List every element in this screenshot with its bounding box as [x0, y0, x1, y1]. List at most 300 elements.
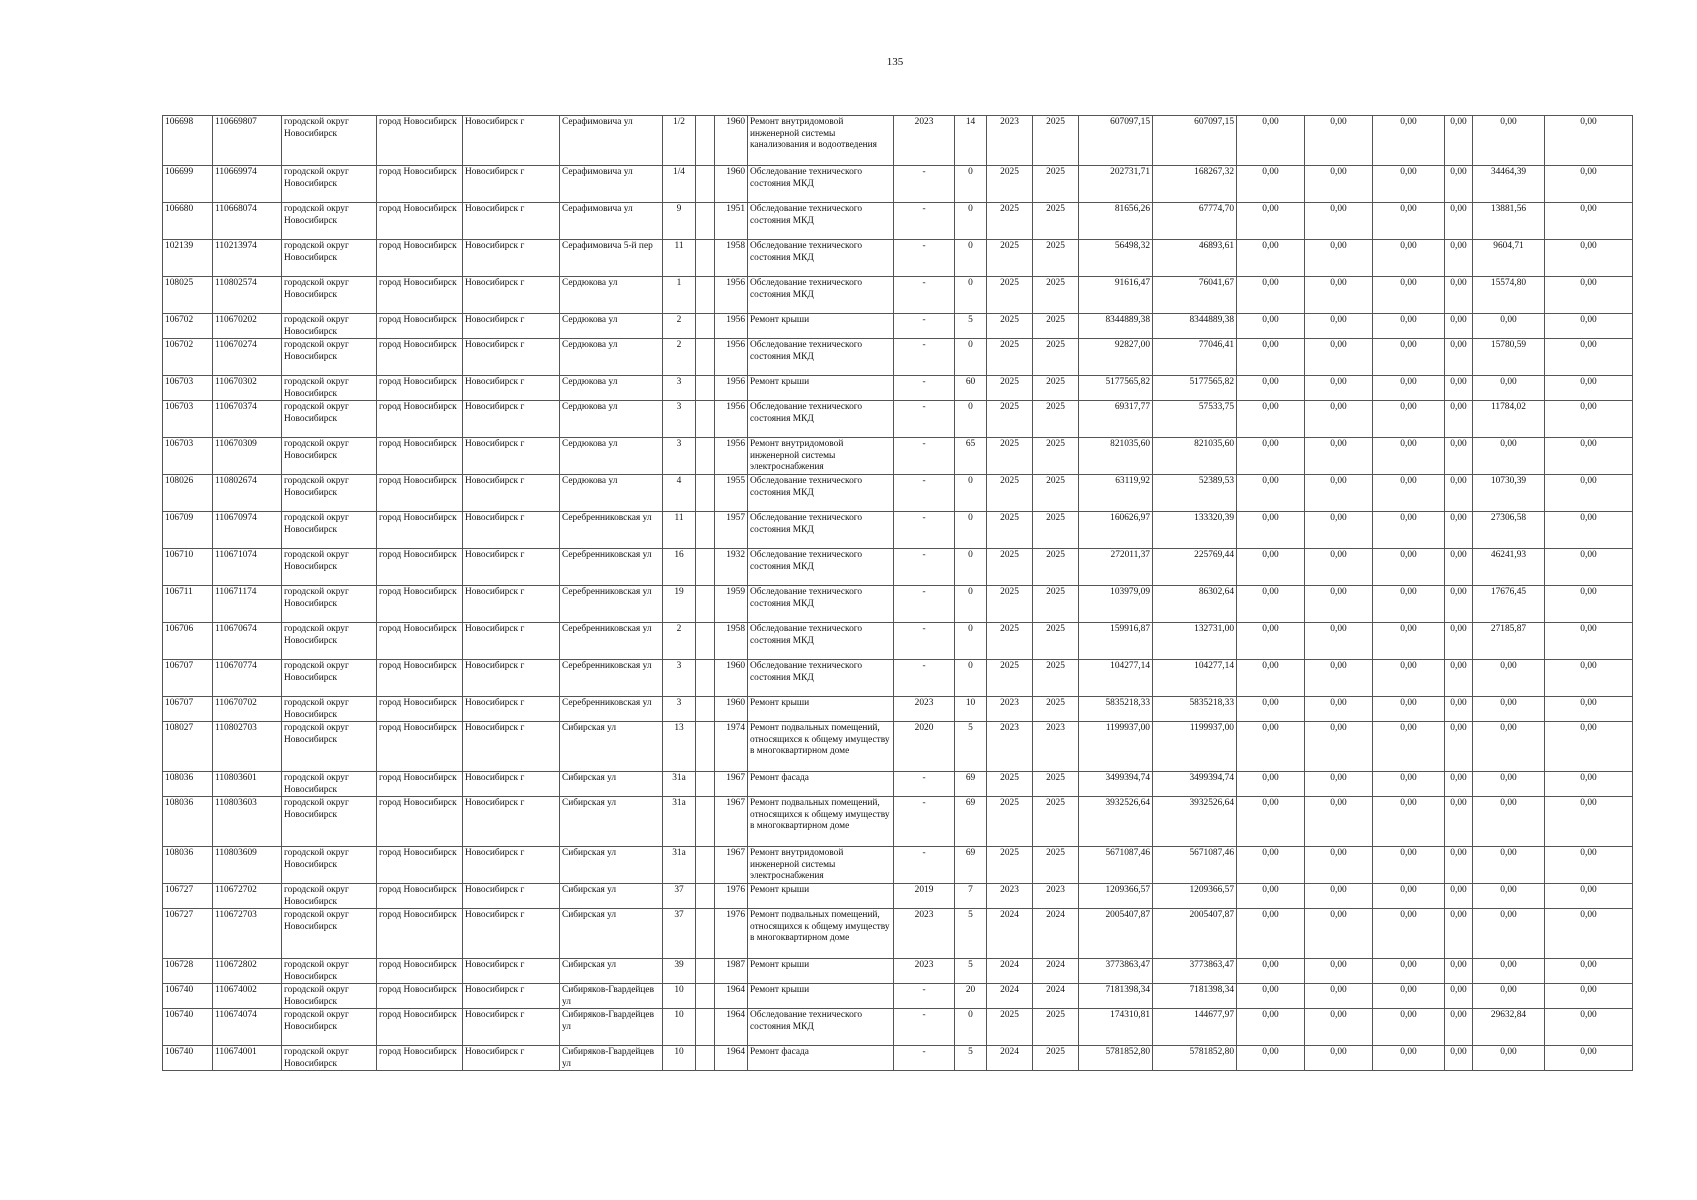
cell-cost_fund: 46893,61: [1153, 240, 1237, 277]
cell-work: Обследование технического состояния МКД: [748, 623, 894, 660]
cell-okrug: городской округ Новосибирск: [282, 376, 377, 401]
cell-cost_total: 63119,92: [1079, 475, 1153, 512]
cell-plan_start: 2025: [987, 772, 1033, 797]
cell-last_year: -: [894, 1009, 955, 1046]
cell-c5: 46241,93: [1473, 549, 1545, 586]
cell-plan_start: 2025: [987, 166, 1033, 203]
cell-settlement: Новосибирск г: [463, 166, 560, 203]
cell-cost_total: 3499394,74: [1079, 772, 1153, 797]
cell-cost_fund: 5177565,82: [1153, 376, 1237, 401]
cell-street: Сибиряков-Гвардейцев ул: [560, 1009, 663, 1046]
cell-c1: 0,00: [1237, 623, 1305, 660]
cell-c5: 0,00: [1473, 697, 1545, 722]
cell-c6: 0,00: [1545, 909, 1633, 959]
cell-id: 106727: [163, 884, 213, 909]
cell-street: Сердюкова ул: [560, 277, 663, 314]
cell-c5: 0,00: [1473, 909, 1545, 959]
cell-plan_end: 2025: [1033, 438, 1079, 475]
cell-okrug: городской округ Новосибирск: [282, 660, 377, 697]
cell-c3: 0,00: [1373, 277, 1445, 314]
cell-c3: 0,00: [1373, 909, 1445, 959]
cell-wear: 69: [955, 847, 987, 884]
cell-lit: [696, 401, 715, 438]
cell-street: Сердюкова ул: [560, 475, 663, 512]
cell-plan_start: 2023: [987, 697, 1033, 722]
cell-wear: 0: [955, 166, 987, 203]
cell-code: 110803601: [213, 772, 282, 797]
cell-plan_end: 2025: [1033, 116, 1079, 166]
cell-plan_start: 2025: [987, 339, 1033, 376]
cell-house: 37: [663, 909, 696, 959]
cell-plan_start: 2024: [987, 959, 1033, 984]
cell-lit: [696, 660, 715, 697]
cell-c5: 0,00: [1473, 797, 1545, 847]
cell-c5: 15574,80: [1473, 277, 1545, 314]
cell-gorod: город Новосибирск: [377, 984, 463, 1009]
cell-lit: [696, 314, 715, 339]
table-row: [163, 660, 1633, 697]
cell-c1: 0,00: [1237, 909, 1305, 959]
cell-c1: 0,00: [1237, 549, 1305, 586]
cell-lit: [696, 512, 715, 549]
cell-last_year: 2023: [894, 959, 955, 984]
cell-year: 1957: [715, 512, 748, 549]
cell-plan_start: 2024: [987, 984, 1033, 1009]
cell-cost_fund: 86302,64: [1153, 586, 1237, 623]
cell-id: 106728: [163, 959, 213, 984]
cell-settlement: Новосибирск г: [463, 884, 560, 909]
cell-c1: 0,00: [1237, 847, 1305, 884]
cell-cost_fund: 5835218,33: [1153, 697, 1237, 722]
cell-wear: 0: [955, 475, 987, 512]
cell-house: 11: [663, 512, 696, 549]
cell-c5: 11784,02: [1473, 401, 1545, 438]
cell-code: 110670674: [213, 623, 282, 660]
cell-cost_total: 5781852,80: [1079, 1046, 1153, 1071]
table-row: [163, 277, 1633, 314]
cell-c4: 0,00: [1445, 623, 1473, 660]
cell-c4: 0,00: [1445, 884, 1473, 909]
cell-okrug: городской округ Новосибирск: [282, 512, 377, 549]
cell-plan_end: 2025: [1033, 314, 1079, 339]
cell-lit: [696, 475, 715, 512]
cell-street: Сибирская ул: [560, 884, 663, 909]
cell-lit: [696, 116, 715, 166]
cell-id: 106702: [163, 339, 213, 376]
cell-street: Серафимовича ул: [560, 116, 663, 166]
cell-settlement: Новосибирск г: [463, 240, 560, 277]
table-row: [163, 697, 1633, 722]
cell-year: 1960: [715, 166, 748, 203]
cell-c4: 0,00: [1445, 549, 1473, 586]
cell-year: 1955: [715, 475, 748, 512]
table-row: [163, 797, 1633, 847]
cell-c4: 0,00: [1445, 984, 1473, 1009]
cell-settlement: Новосибирск г: [463, 660, 560, 697]
cell-c1: 0,00: [1237, 884, 1305, 909]
cell-gorod: город Новосибирск: [377, 1046, 463, 1071]
cell-work: Обследование технического состояния МКД: [748, 660, 894, 697]
table-row: [163, 116, 1633, 166]
cell-c5: 0,00: [1473, 116, 1545, 166]
cell-c2: 0,00: [1305, 277, 1373, 314]
cell-gorod: город Новосибирск: [377, 623, 463, 660]
cell-c4: 0,00: [1445, 314, 1473, 339]
cell-id: 102139: [163, 240, 213, 277]
cell-street: Сердюкова ул: [560, 401, 663, 438]
cell-c2: 0,00: [1305, 909, 1373, 959]
cell-c5: 15780,59: [1473, 339, 1545, 376]
cell-last_year: -: [894, 339, 955, 376]
cell-wear: 5: [955, 314, 987, 339]
table-row: [163, 376, 1633, 401]
cell-year: 1956: [715, 277, 748, 314]
cell-cost_total: 7181398,34: [1079, 984, 1153, 1009]
cell-work: Ремонт фасада: [748, 772, 894, 797]
cell-cost_total: 3932526,64: [1079, 797, 1153, 847]
cell-c3: 0,00: [1373, 549, 1445, 586]
cell-lit: [696, 772, 715, 797]
cell-c2: 0,00: [1305, 797, 1373, 847]
cell-c3: 0,00: [1373, 116, 1445, 166]
cell-wear: 20: [955, 984, 987, 1009]
cell-gorod: город Новосибирск: [377, 722, 463, 772]
cell-plan_start: 2025: [987, 586, 1033, 623]
cell-code: 110670702: [213, 697, 282, 722]
cell-street: Сибирская ул: [560, 797, 663, 847]
cell-c2: 0,00: [1305, 660, 1373, 697]
cell-street: Серебренниковская ул: [560, 660, 663, 697]
cell-wear: 69: [955, 772, 987, 797]
cell-work: Ремонт крыши: [748, 884, 894, 909]
cell-plan_end: 2024: [1033, 984, 1079, 1009]
cell-c3: 0,00: [1373, 1046, 1445, 1071]
cell-c4: 0,00: [1445, 166, 1473, 203]
cell-cost_total: 56498,32: [1079, 240, 1153, 277]
cell-c3: 0,00: [1373, 984, 1445, 1009]
cell-plan_start: 2023: [987, 116, 1033, 166]
cell-c4: 0,00: [1445, 512, 1473, 549]
cell-gorod: город Новосибирск: [377, 203, 463, 240]
cell-plan_start: 2025: [987, 277, 1033, 314]
cell-gorod: город Новосибирск: [377, 1009, 463, 1046]
cell-settlement: Новосибирск г: [463, 339, 560, 376]
cell-plan_end: 2025: [1033, 339, 1079, 376]
cell-work: Обследование технического состояния МКД: [748, 401, 894, 438]
cell-house: 2: [663, 314, 696, 339]
cell-street: Сибирская ул: [560, 722, 663, 772]
cell-street: Серебренниковская ул: [560, 623, 663, 660]
table-row: [163, 166, 1633, 203]
cell-c1: 0,00: [1237, 339, 1305, 376]
cell-last_year: -: [894, 623, 955, 660]
cell-c4: 0,00: [1445, 697, 1473, 722]
cell-street: Сердюкова ул: [560, 339, 663, 376]
cell-plan_start: 2025: [987, 475, 1033, 512]
cell-c1: 0,00: [1237, 697, 1305, 722]
cell-plan_end: 2025: [1033, 586, 1079, 623]
cell-c2: 0,00: [1305, 586, 1373, 623]
cell-c6: 0,00: [1545, 512, 1633, 549]
cell-cost_fund: 8344889,38: [1153, 314, 1237, 339]
cell-work: Ремонт крыши: [748, 376, 894, 401]
cell-gorod: город Новосибирск: [377, 884, 463, 909]
cell-id: 106740: [163, 1046, 213, 1071]
cell-cost_total: 174310,81: [1079, 1009, 1153, 1046]
cell-c1: 0,00: [1237, 660, 1305, 697]
cell-street: Серебренниковская ул: [560, 549, 663, 586]
cell-settlement: Новосибирск г: [463, 475, 560, 512]
cell-c6: 0,00: [1545, 884, 1633, 909]
cell-gorod: город Новосибирск: [377, 166, 463, 203]
cell-c5: 0,00: [1473, 314, 1545, 339]
cell-c1: 0,00: [1237, 722, 1305, 772]
capital-repair-table: [162, 115, 1633, 1071]
cell-cost_total: 5177565,82: [1079, 376, 1153, 401]
cell-code: 110671074: [213, 549, 282, 586]
cell-work: Ремонт подвальных помещений, относящихся к общему имуществу в многоквартирном доме: [748, 909, 894, 959]
cell-cost_fund: 132731,00: [1153, 623, 1237, 660]
cell-wear: 5: [955, 1046, 987, 1071]
cell-house: 31а: [663, 772, 696, 797]
cell-c5: 0,00: [1473, 847, 1545, 884]
cell-cost_fund: 3499394,74: [1153, 772, 1237, 797]
cell-plan_start: 2025: [987, 512, 1033, 549]
table-row: [163, 203, 1633, 240]
cell-plan_start: 2025: [987, 623, 1033, 660]
cell-settlement: Новосибирск г: [463, 549, 560, 586]
cell-work: Обследование технического состояния МКД: [748, 203, 894, 240]
cell-c1: 0,00: [1237, 586, 1305, 623]
cell-c2: 0,00: [1305, 1009, 1373, 1046]
cell-c6: 0,00: [1545, 959, 1633, 984]
cell-work: Ремонт подвальных помещений, относящихся к общему имуществу в многоквартирном доме: [748, 722, 894, 772]
cell-plan_end: 2025: [1033, 203, 1079, 240]
cell-wear: 5: [955, 959, 987, 984]
table-row: [163, 438, 1633, 475]
cell-c2: 0,00: [1305, 240, 1373, 277]
cell-lit: [696, 438, 715, 475]
cell-okrug: городской округ Новосибирск: [282, 847, 377, 884]
cell-cost_fund: 168267,32: [1153, 166, 1237, 203]
cell-plan_start: 2025: [987, 549, 1033, 586]
cell-c4: 0,00: [1445, 909, 1473, 959]
cell-cost_fund: 225769,44: [1153, 549, 1237, 586]
cell-wear: 60: [955, 376, 987, 401]
cell-c6: 0,00: [1545, 240, 1633, 277]
cell-cost_fund: 1199937,00: [1153, 722, 1237, 772]
cell-settlement: Новосибирск г: [463, 401, 560, 438]
cell-house: 39: [663, 959, 696, 984]
cell-code: 110670374: [213, 401, 282, 438]
cell-c2: 0,00: [1305, 314, 1373, 339]
cell-okrug: городской округ Новосибирск: [282, 438, 377, 475]
cell-settlement: Новосибирск г: [463, 376, 560, 401]
cell-plan_end: 2025: [1033, 376, 1079, 401]
cell-last_year: 2023: [894, 697, 955, 722]
cell-wear: 0: [955, 401, 987, 438]
cell-c6: 0,00: [1545, 438, 1633, 475]
cell-last_year: -: [894, 203, 955, 240]
cell-house: 10: [663, 984, 696, 1009]
cell-settlement: Новосибирск г: [463, 623, 560, 660]
cell-cost_fund: 1209366,57: [1153, 884, 1237, 909]
cell-c5: 34464,39: [1473, 166, 1545, 203]
cell-c2: 0,00: [1305, 884, 1373, 909]
cell-c5: 0,00: [1473, 376, 1545, 401]
cell-lit: [696, 909, 715, 959]
cell-last_year: 2023: [894, 909, 955, 959]
cell-cost_fund: 821035,60: [1153, 438, 1237, 475]
cell-c5: 0,00: [1473, 772, 1545, 797]
cell-c4: 0,00: [1445, 475, 1473, 512]
cell-c4: 0,00: [1445, 1046, 1473, 1071]
cell-last_year: -: [894, 1046, 955, 1071]
cell-gorod: город Новосибирск: [377, 847, 463, 884]
cell-house: 1: [663, 277, 696, 314]
cell-cost_fund: 104277,14: [1153, 660, 1237, 697]
cell-work: Ремонт крыши: [748, 697, 894, 722]
cell-lit: [696, 203, 715, 240]
cell-street: Серафимовича ул: [560, 203, 663, 240]
cell-cost_total: 160626,97: [1079, 512, 1153, 549]
cell-plan_end: 2025: [1033, 277, 1079, 314]
cell-code: 110674001: [213, 1046, 282, 1071]
cell-okrug: городской округ Новосибирск: [282, 116, 377, 166]
cell-cost_fund: 144677,97: [1153, 1009, 1237, 1046]
cell-plan_start: 2025: [987, 203, 1033, 240]
cell-c1: 0,00: [1237, 277, 1305, 314]
cell-street: Сибирская ул: [560, 909, 663, 959]
cell-id: 106703: [163, 438, 213, 475]
cell-id: 106740: [163, 1009, 213, 1046]
cell-cost_total: 2005407,87: [1079, 909, 1153, 959]
cell-code: 110672703: [213, 909, 282, 959]
cell-cost_total: 5835218,33: [1079, 697, 1153, 722]
cell-code: 110802674: [213, 475, 282, 512]
cell-c4: 0,00: [1445, 959, 1473, 984]
cell-wear: 0: [955, 277, 987, 314]
cell-year: 1932: [715, 549, 748, 586]
cell-house: 9: [663, 203, 696, 240]
cell-plan_start: 2024: [987, 1046, 1033, 1071]
cell-house: 13: [663, 722, 696, 772]
cell-c2: 0,00: [1305, 772, 1373, 797]
cell-c2: 0,00: [1305, 1046, 1373, 1071]
cell-street: Сердюкова ул: [560, 376, 663, 401]
cell-c6: 0,00: [1545, 772, 1633, 797]
cell-plan_end: 2025: [1033, 697, 1079, 722]
cell-plan_start: 2025: [987, 1009, 1033, 1046]
cell-c2: 0,00: [1305, 697, 1373, 722]
cell-lit: [696, 277, 715, 314]
cell-okrug: городской округ Новосибирск: [282, 1009, 377, 1046]
cell-id: 108027: [163, 722, 213, 772]
cell-street: Сибирская ул: [560, 772, 663, 797]
cell-work: Ремонт фасада: [748, 1046, 894, 1071]
cell-okrug: городской округ Новосибирск: [282, 549, 377, 586]
cell-c5: 10730,39: [1473, 475, 1545, 512]
cell-house: 3: [663, 660, 696, 697]
cell-settlement: Новосибирск г: [463, 203, 560, 240]
cell-settlement: Новосибирск г: [463, 909, 560, 959]
cell-c6: 0,00: [1545, 623, 1633, 660]
cell-c6: 0,00: [1545, 797, 1633, 847]
cell-last_year: -: [894, 438, 955, 475]
cell-plan_end: 2024: [1033, 909, 1079, 959]
cell-house: 3: [663, 438, 696, 475]
cell-c1: 0,00: [1237, 314, 1305, 339]
cell-gorod: город Новосибирск: [377, 772, 463, 797]
cell-cost_fund: 77046,41: [1153, 339, 1237, 376]
cell-year: 1960: [715, 116, 748, 166]
cell-c3: 0,00: [1373, 438, 1445, 475]
cell-c4: 0,00: [1445, 1009, 1473, 1046]
cell-c1: 0,00: [1237, 512, 1305, 549]
cell-work: Ремонт крыши: [748, 314, 894, 339]
cell-year: 1964: [715, 1009, 748, 1046]
cell-year: 1974: [715, 722, 748, 772]
cell-id: 106680: [163, 203, 213, 240]
cell-settlement: Новосибирск г: [463, 959, 560, 984]
cell-c5: 9604,71: [1473, 240, 1545, 277]
cell-lit: [696, 376, 715, 401]
cell-lit: [696, 984, 715, 1009]
cell-code: 110669974: [213, 166, 282, 203]
cell-c6: 0,00: [1545, 314, 1633, 339]
cell-c5: 0,00: [1473, 722, 1545, 772]
cell-house: 3: [663, 697, 696, 722]
cell-c5: 0,00: [1473, 884, 1545, 909]
cell-year: 1964: [715, 984, 748, 1009]
cell-work: Обследование технического состояния МКД: [748, 277, 894, 314]
cell-lit: [696, 549, 715, 586]
cell-plan_start: 2024: [987, 909, 1033, 959]
cell-code: 110802574: [213, 277, 282, 314]
cell-code: 110803609: [213, 847, 282, 884]
cell-settlement: Новосибирск г: [463, 586, 560, 623]
cell-gorod: город Новосибирск: [377, 438, 463, 475]
cell-c4: 0,00: [1445, 277, 1473, 314]
cell-year: 1967: [715, 797, 748, 847]
cell-c1: 0,00: [1237, 438, 1305, 475]
table-row: [163, 847, 1633, 884]
cell-c5: 17676,45: [1473, 586, 1545, 623]
cell-year: 1967: [715, 772, 748, 797]
cell-settlement: Новосибирск г: [463, 697, 560, 722]
cell-plan_start: 2025: [987, 314, 1033, 339]
cell-id: 106702: [163, 314, 213, 339]
cell-work: Обследование технического состояния МКД: [748, 240, 894, 277]
cell-house: 37: [663, 884, 696, 909]
cell-c1: 0,00: [1237, 203, 1305, 240]
cell-c5: 27306,58: [1473, 512, 1545, 549]
cell-cost_total: 1199937,00: [1079, 722, 1153, 772]
cell-lit: [696, 847, 715, 884]
cell-c5: 29632,84: [1473, 1009, 1545, 1046]
cell-c6: 0,00: [1545, 1009, 1633, 1046]
cell-c2: 0,00: [1305, 475, 1373, 512]
cell-c6: 0,00: [1545, 203, 1633, 240]
cell-code: 110803603: [213, 797, 282, 847]
cell-lit: [696, 722, 715, 772]
cell-c5: 13881,56: [1473, 203, 1545, 240]
cell-id: 106727: [163, 909, 213, 959]
cell-code: 110670974: [213, 512, 282, 549]
cell-c4: 0,00: [1445, 722, 1473, 772]
cell-c2: 0,00: [1305, 722, 1373, 772]
cell-settlement: Новосибирск г: [463, 512, 560, 549]
